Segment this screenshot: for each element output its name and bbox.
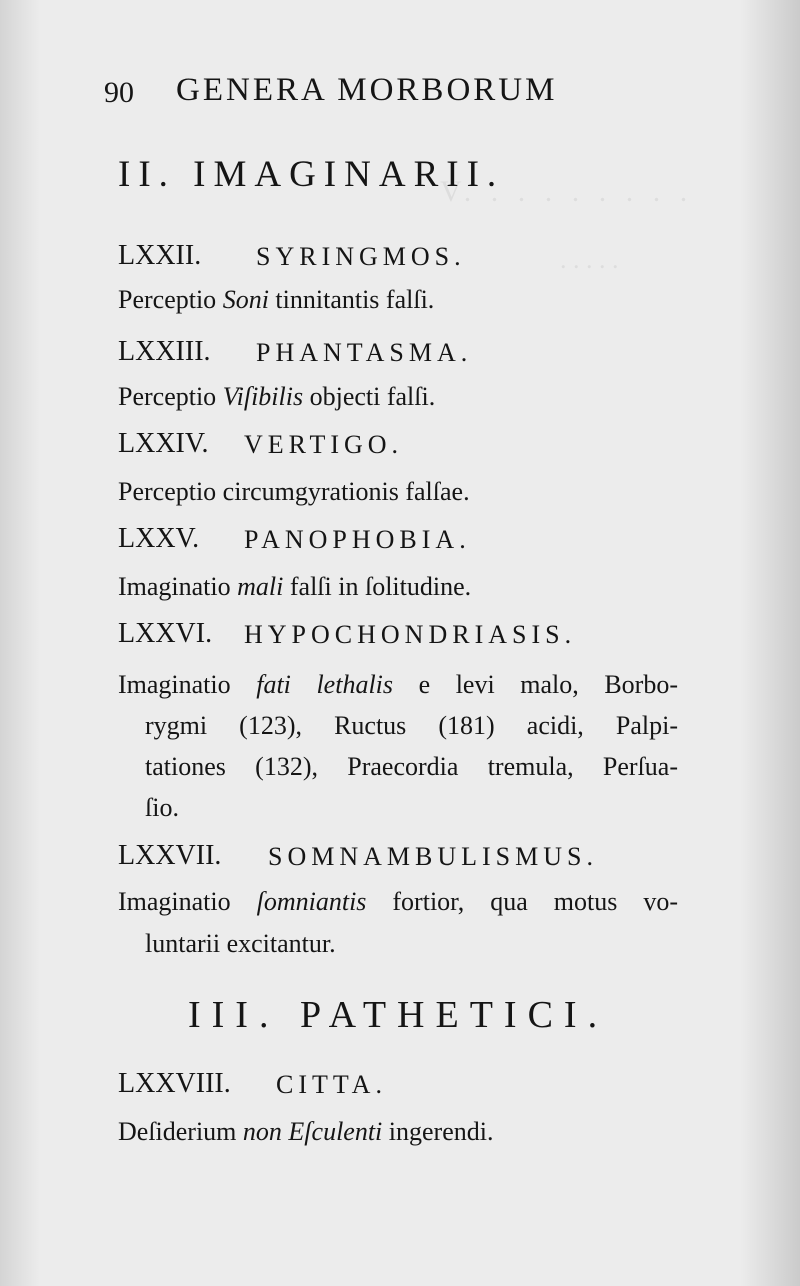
entry-description: Perceptio Soni tinnitantis falſi. bbox=[118, 285, 435, 314]
entry-description: Imaginatio mali falſi in ſolitudine. bbox=[118, 572, 472, 601]
entry-description-line: Imaginatio fati lethalis e levi malo, Borbo- bbox=[118, 670, 678, 699]
running-title: GENERA MORBORUM bbox=[176, 72, 558, 108]
entry-numeral: LXXVII. bbox=[118, 840, 222, 871]
entry-description-line: luntarii excitantur. bbox=[145, 929, 336, 958]
entry-description: Perceptio circumgyrationis falſae. bbox=[118, 477, 470, 506]
page-number: 90 bbox=[104, 76, 134, 109]
entry-name: CITTA. bbox=[276, 1070, 387, 1099]
entry-description-line: Imaginatio ſomniantis fortior, qua motus vo- bbox=[118, 887, 678, 916]
entry-description: Perceptio Viſibilis objecti falſi. bbox=[118, 382, 436, 411]
entry-numeral: LXXV. bbox=[118, 523, 200, 554]
entry-name: PHANTASMA. bbox=[256, 338, 473, 367]
section-heading: III. PATHETICI. bbox=[188, 994, 609, 1036]
entry-description-line: tationes (132), Praecordia tremula, Perſua- bbox=[145, 752, 678, 781]
entry-numeral: LXXII. bbox=[118, 240, 202, 271]
entry-description-line: rygmi (123), Ructus (181) acidi, Palpi- bbox=[145, 711, 678, 740]
entry-description-line: ſio. bbox=[145, 793, 179, 822]
entry-name: HYPOCHONDRIASIS. bbox=[244, 620, 577, 649]
entry-name: SYRINGMOS. bbox=[256, 242, 466, 271]
section-heading: II. IMAGINARII. bbox=[118, 154, 505, 195]
entry-name: SOMNAMBULISMUS. bbox=[268, 842, 598, 871]
entry-numeral: LXXIII. bbox=[118, 336, 211, 367]
show-through-texture: V. . . . . . . . . . . . . . bbox=[440, 175, 694, 274]
entry-description: Deſiderium non Eſculenti ingerendi. bbox=[118, 1117, 494, 1146]
entry-numeral: LXXVIII. bbox=[118, 1068, 231, 1099]
entry-name: PANOPHOBIA. bbox=[244, 525, 471, 554]
entry-name: VERTIGO. bbox=[244, 430, 404, 459]
entry-numeral: LXXIV. bbox=[118, 428, 209, 459]
entry-numeral: LXXVI. bbox=[118, 618, 213, 649]
